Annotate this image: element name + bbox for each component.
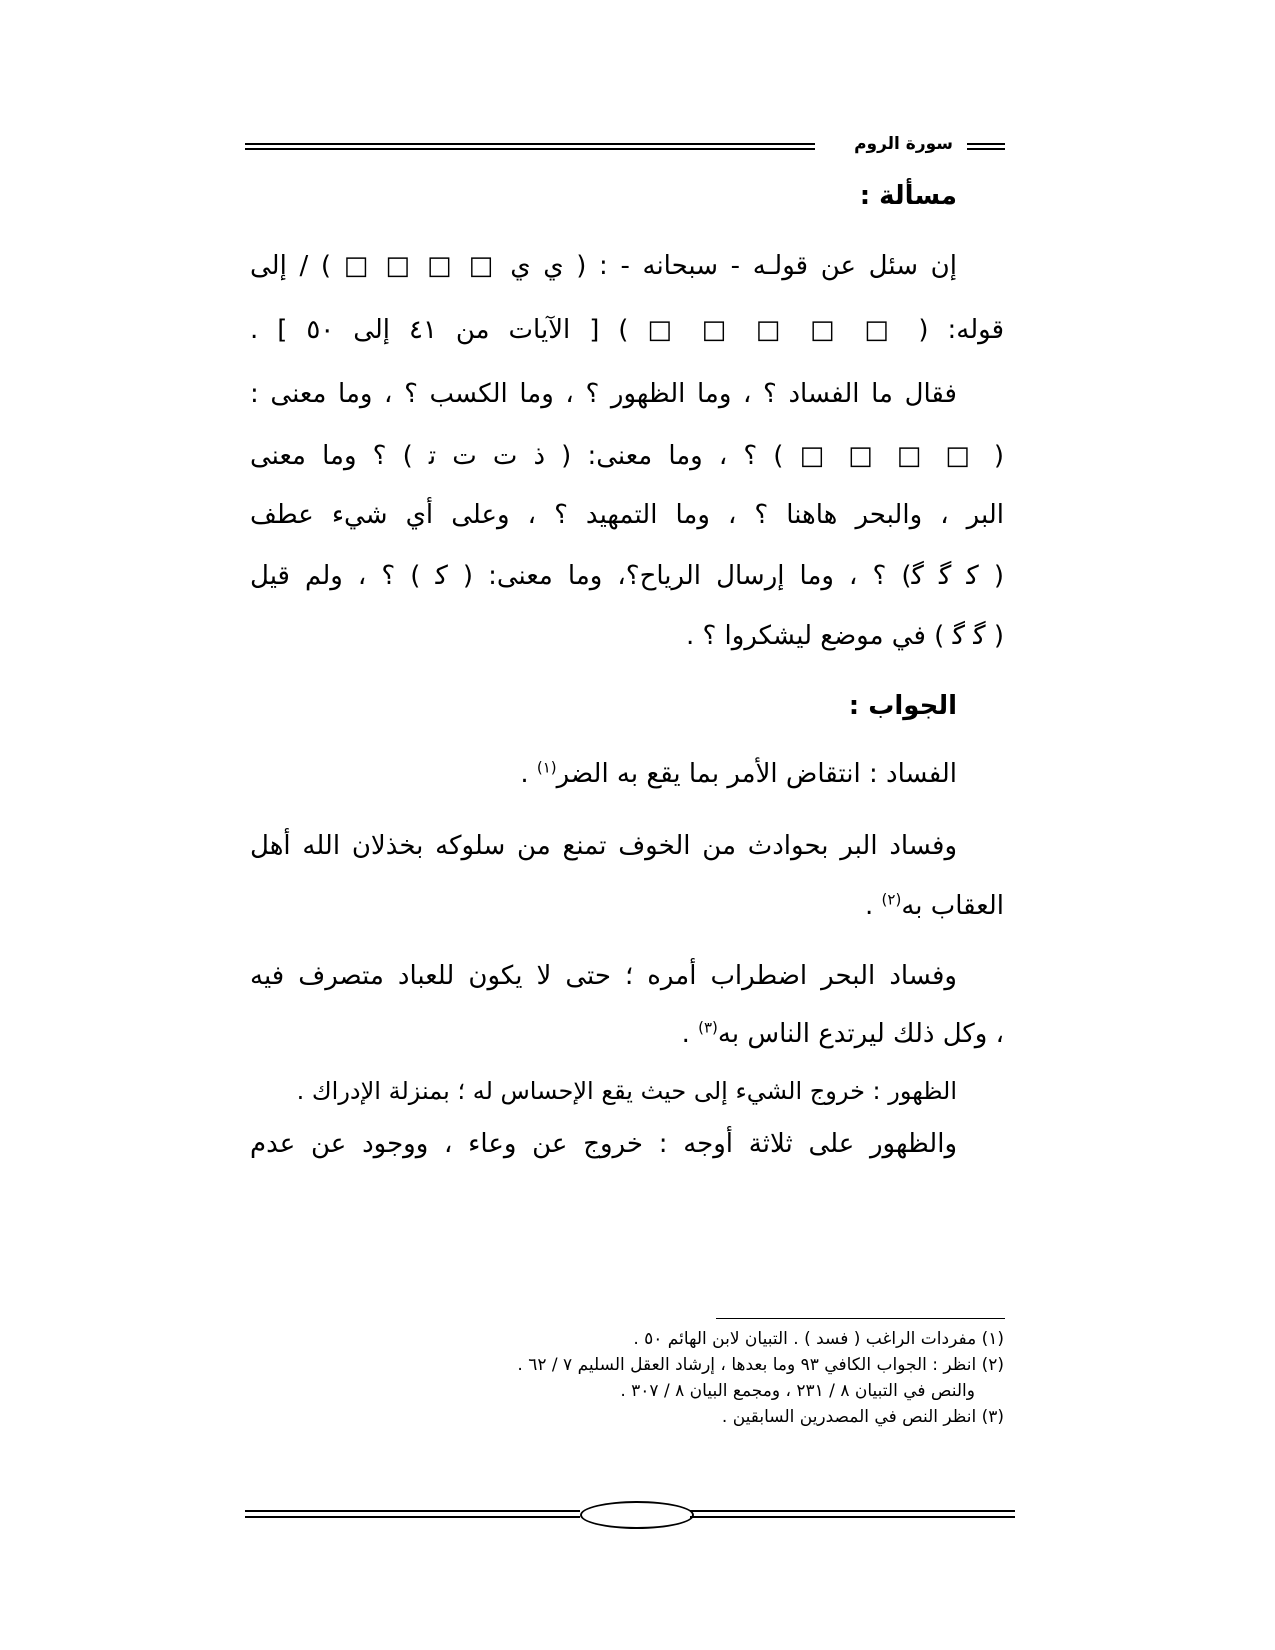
answer-p3-text: ، وكل ذلك ليرتدع الناس به bbox=[717, 1019, 1004, 1049]
question-line-1: إن سئل عن قولـه - سبحانه - : ( ي ي □ □ □ □ ) / إلى bbox=[250, 251, 957, 281]
answer-paragraph-3-line-2 bbox=[682, 1018, 1004, 1050]
answer-p2-end: . bbox=[865, 891, 882, 921]
footer-rule-right bbox=[690, 1510, 1015, 1518]
answer-p1-end: . bbox=[520, 759, 537, 789]
surah-title: سورة الروم bbox=[854, 134, 953, 154]
answer-p3-end: . bbox=[681, 1019, 699, 1049]
footnote-1: (١) مفردات الراغب ( فسد ) . التبيان لابن الهائم ٥٠ . bbox=[633, 1329, 1004, 1349]
question-line-7: ( ﮔ ﮔ ) في موضع ليشكروا ؟ . bbox=[685, 621, 1004, 651]
question-line-6: ( ﮐ ﮔ ﮔ) ؟ ، وما إرسال الرياح؟، وما معنى: ( ﮐ ) ؟ ، ولم قيل bbox=[250, 561, 1004, 591]
question-line-4: ( □ □ □ □ ) ؟ ، وما معنى: ( ﺫ ﺕ ﺕ ﺗ ) ؟ وما معنى bbox=[250, 441, 1004, 471]
answer-paragraph-4: الظهور : خروج الشيء إلى حيث يقع الإحساس له ؛ بمنزلة الإدراك . bbox=[296, 1077, 957, 1105]
question-line-5: البر ، والبحر هاهنا ؟ ، وما التمهيد ؟ ، وعلى أي شيء عطف bbox=[250, 500, 1004, 530]
question-line-3: فقال ما الفساد ؟ ، وما الظهور ؟ ، وما الكسب ؟ ، وما معنى : bbox=[250, 379, 957, 409]
footnote-3: (٣) انظر النص في المصدرين السابقين . bbox=[721, 1407, 1004, 1427]
footnote-ref-2: (٢) bbox=[881, 890, 902, 909]
question-heading: مسألة : bbox=[859, 181, 957, 211]
footnote-2-continued: والنص في التبيان ٨ / ٢٣١ ، ومجمع البيان ٨ / ٣٠٧ . bbox=[620, 1381, 975, 1401]
footnote-separator bbox=[716, 1318, 1005, 1319]
answer-paragraph-5: والظهور على ثلاثة أوجه : خروج عن وعاء ، ووجود عن عدم bbox=[250, 1129, 957, 1159]
page-number-oval bbox=[580, 1501, 694, 1529]
footnote-ref-1: (١) bbox=[536, 758, 557, 777]
answer-paragraph-2-line-1: وفساد البر بحوادث من الخوف تمنع من سلوكه بخذلان الله أهل bbox=[250, 831, 957, 861]
answer-paragraph-3-line-1: وفساد البحر اضطراب أمره ؛ حتى لا يكون للعباد متصرف فيه bbox=[250, 961, 957, 991]
footnote-2: (٢) انظر : الجواب الكافي ٩٣ وما بعدها ، إرشاد العقل السليم ٧ / ٦٢ . bbox=[517, 1355, 1004, 1375]
header-rule-left bbox=[245, 143, 815, 150]
answer-paragraph-2-line-2 bbox=[865, 890, 1004, 922]
answer-p1-text: الفساد : انتقاض الأمر بما يقع به الضر bbox=[556, 759, 957, 789]
answer-heading: الجواب : bbox=[848, 691, 957, 721]
page-footer-ornament bbox=[245, 1500, 1015, 1530]
footnote-ref-3: (٣) bbox=[698, 1018, 718, 1037]
header-rule-right bbox=[967, 143, 1005, 150]
question-line-2: قوله: ( □ □ □ □ □ ) [ الآيات من ٤١ إلى ٥٠ ] . bbox=[250, 315, 1005, 345]
answer-paragraph-1 bbox=[520, 758, 957, 790]
answer-p2-text: العقاب به bbox=[901, 891, 1004, 921]
footer-rule-left bbox=[245, 1510, 580, 1518]
page-header bbox=[245, 134, 1005, 158]
